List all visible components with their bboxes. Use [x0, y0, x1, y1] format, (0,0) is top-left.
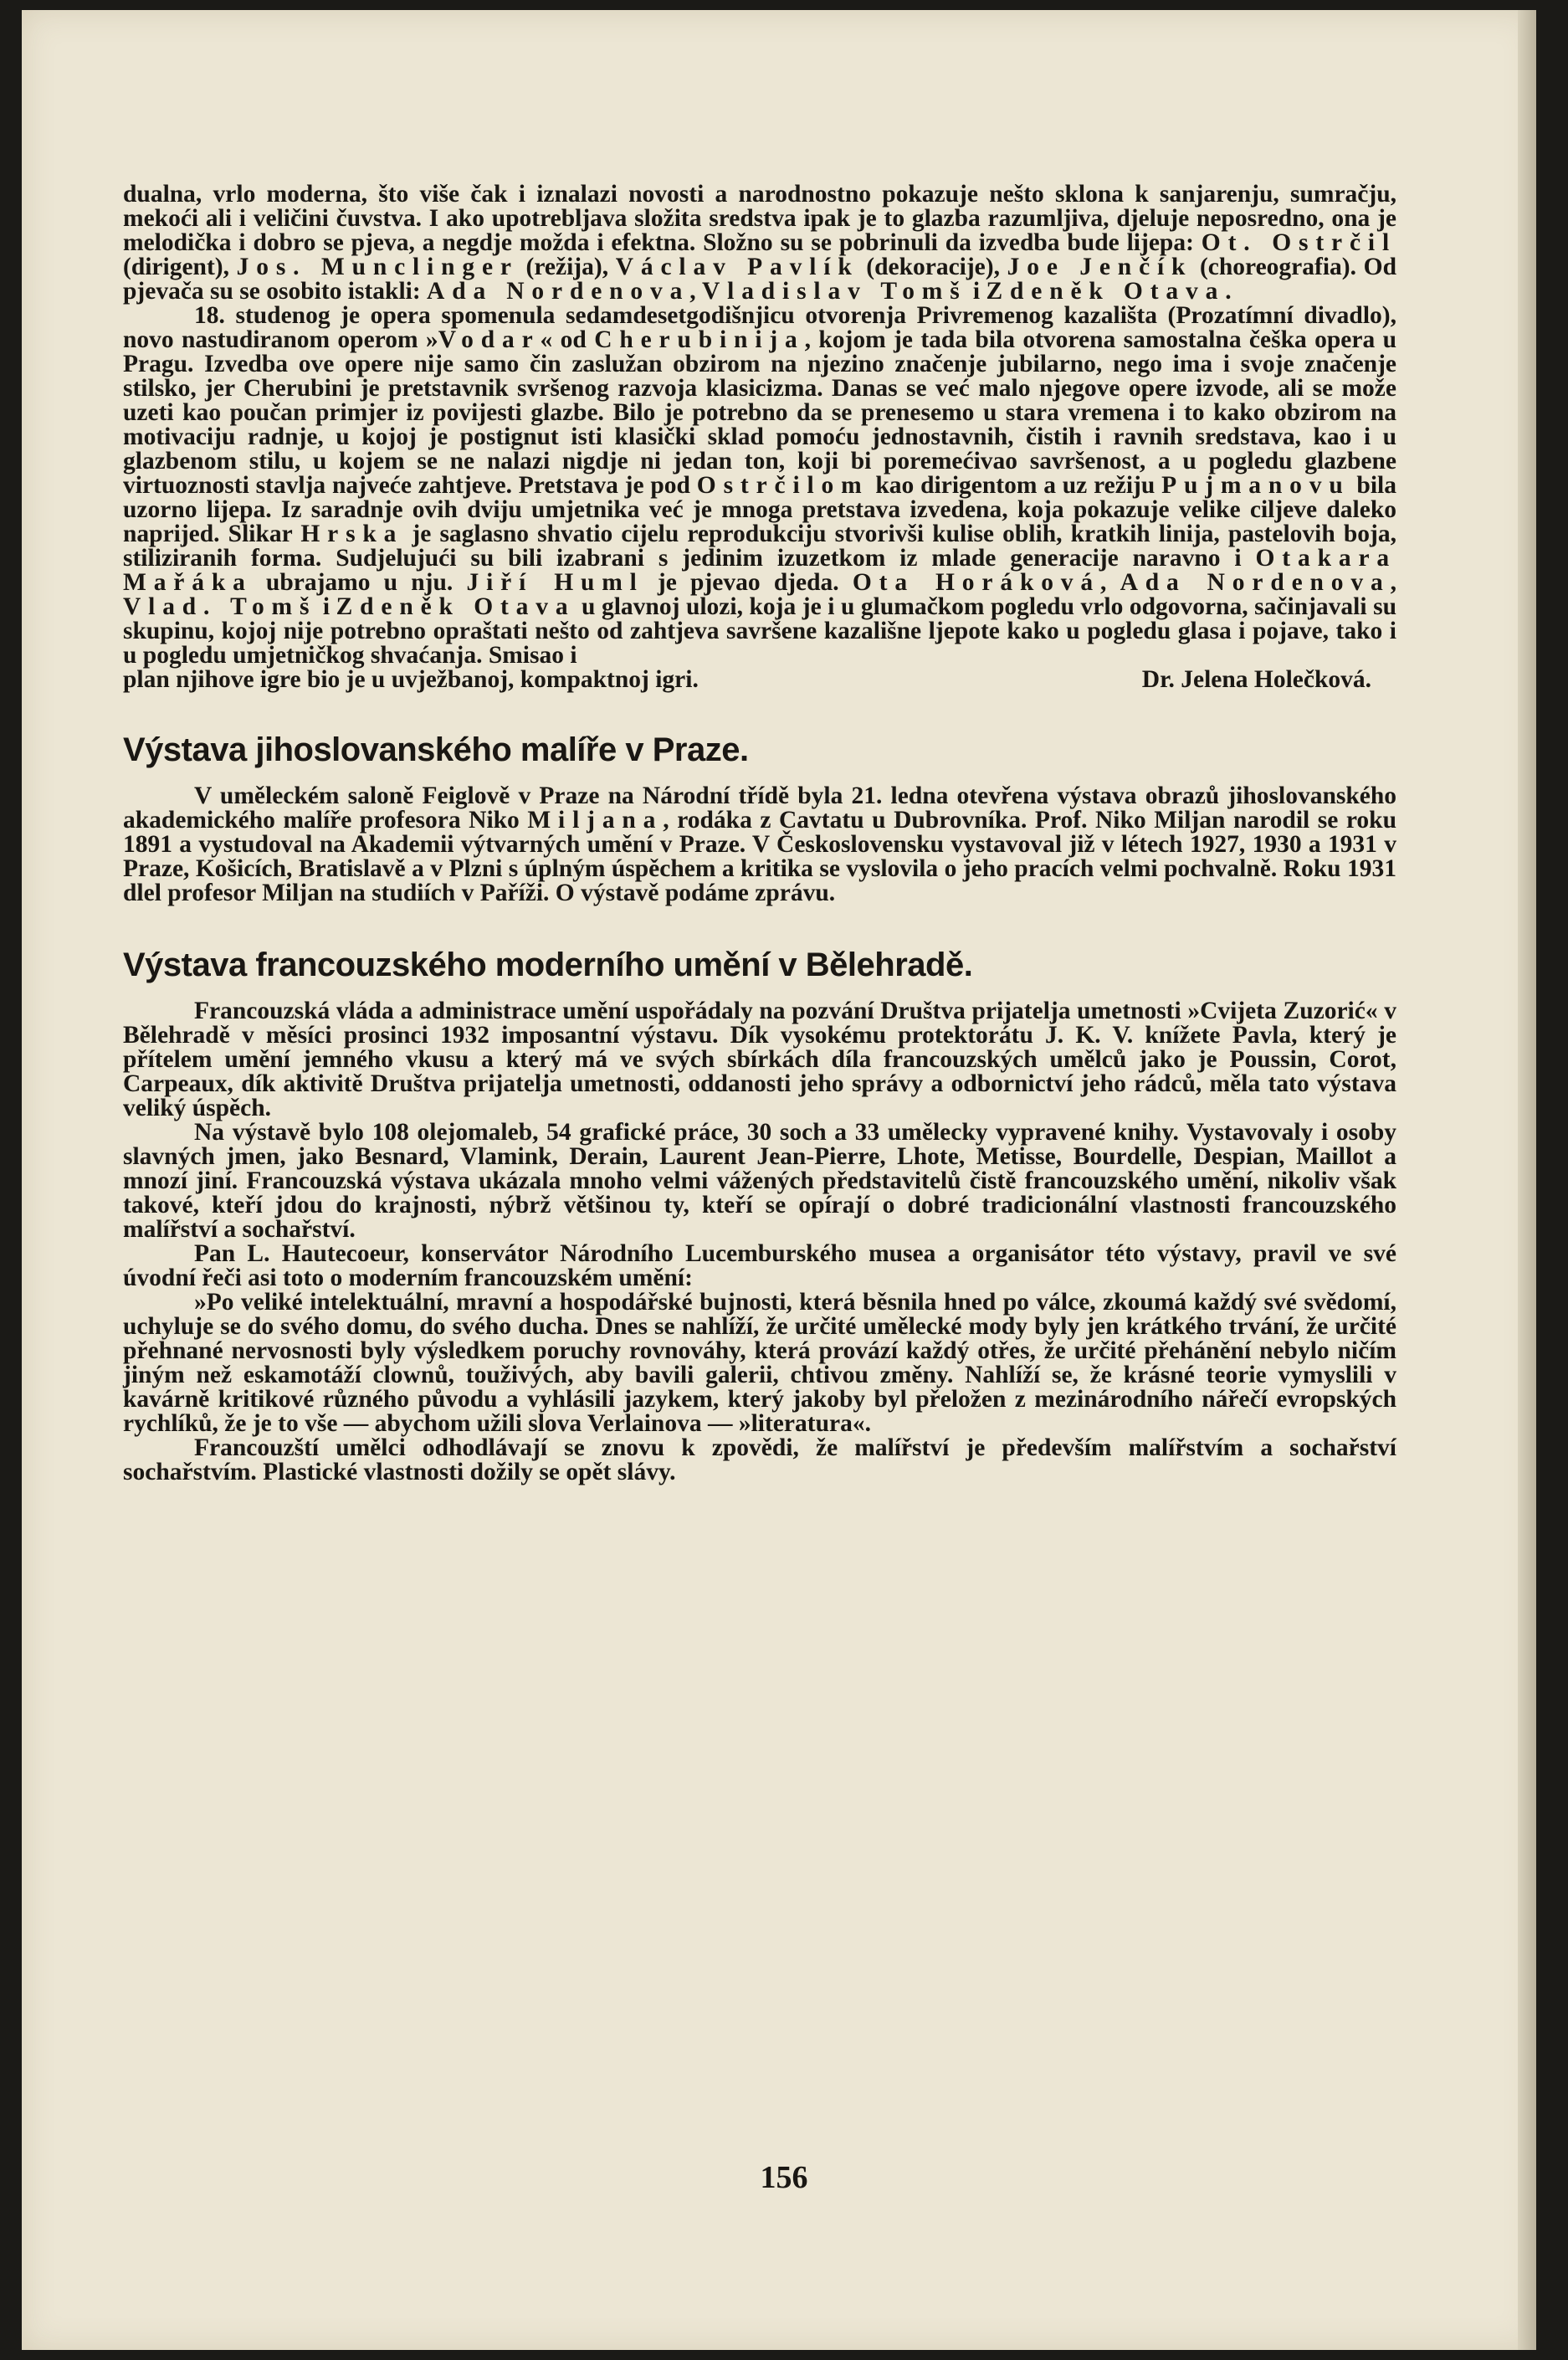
article2-paragraph-1: V uměleckém saloně Feiglově v Praze na Národní třídě byla 21. ledna otevřena výstava obrazů jihoslovanského akademického malíře profesora Niko Miljana, rodáka z Cavtatu u Dubrovníka. Prof. Niko Miljan narodil se roku 1891 a vystudoval na Akademii výtvarných umění v Praze. V Československu vystavoval již v létech 1927, 1930 a 1931 v Praze, Košicích, Bratislavě a v Plzni s úplným úspěchem a kritika se vyslovila o jeho pracích velmi pochvalně. Roku 1931 dlel profesor Miljan na studiích v Paříži. O výstavě podáme zprávu.	[123, 782, 1396, 906]
name-nordenova-2: Ada Nordenova	[1120, 569, 1391, 596]
page-body	[123, 182, 1396, 1485]
article3-paragraph-4: »Po veliké intelektuální, mravní a hospodářské bujnosti, která běsnila hned po válce, zkoumá každý své svědomí, uchyluje se do svého domu, do svého ducha. Dnes se nahlíží, že určité umělecké mody byly jen krátkého trvání, že určité přehnané nervosnosti byly výsledkem poruchy rovnováhy, která provází každý otřes, že určité přehánění nebylo ničím jiným než eskamotáží clownů, touživých, aby bavili galerii, chtivou změny. Nahlíží se, že krásné teorie vymyslili v kavárně kritikové různého původu a vyhlásili jazykem, který jakoby byl přeložen z mezinárodního nářečí evropských rychlíků, že je to vše — abychom užili slova Verlainova — »literatura«.	[123, 1289, 1396, 1437]
name-marak: Otakara Mařáka	[123, 545, 1396, 596]
article3-paragraph-1: Francouzská vláda a administrace umění uspořádaly na pozvání Društva prijatelja umetnosti »Cvijeta Zuzorić« v Bělehradě v měsíci prosinci 1932 imposantní výstavu. Dík vysokému protektorátu J. K. V. knížete Pavla, který je přítelem umění jemného vkusu a který má ve svých sbírkách díla francouzských umělců jako je Poussin, Corot, Carpeaux, dík aktivitě Društva prijatelja umetnosti, oddanosti jeho správy a odbornictví jeho rádců, měla tato výstava veliký úspěch.	[123, 998, 1396, 1121]
name-jencik: Joe Jenčík	[1007, 254, 1193, 280]
title-vodar: Vodar	[438, 326, 541, 353]
article3-paragraph-5: Francouzští umělci odhodlávají se znovu k zpovědi, že malířství je především malířstvím a sochařství sochařstvím. Plastické vlastnosti dožily se opět slávy.	[123, 1434, 1396, 1485]
article1-paragraph-1: dualna, vrlo moderna, što više čak i iznalazi novosti a narodnostno pokazuje nešto sklona k sanjarenju, sumračju, mekoći ali i veličini čuvstva. I ako upotrebljava složita sredstva ipak je to glazba razumljiva, djeluje neposredno, ona je melodička i dobro se pjeva, a negdje možda i efektna. Složno su se pobrinuli da izvedba bude lijepa: Ot. Ostrčil (dirigent), Jos. Munclinger (režija), Václav Pavlík (dekoracije), Joe Jenčík (choreografia). Od pjevača su se osobito istakli: Ada Nordenova, Vladislav Tomš i Zdeněk Otava.	[123, 181, 1396, 305]
name-ostrcil: Ot. Ostrčil	[1201, 229, 1396, 256]
name-horakova: Ota Horáková	[852, 569, 1101, 596]
name-hrska: Hrska	[300, 521, 404, 547]
article1-paragraph-2: 18. studenog je opera spomenula sedamdesetgodišnjicu otvorenja Privremenog kazališta (Prozatímní divadlo), novo nastudiranom operom »Vodar« od Cherubinija, kojom je tada bila otvorena samostalna češka opera u Pragu. Izvedba ove opere nije samo čin zaslužan obzirom na njezino značenje jubilarno, nego ima i svoje značenje stilsko, jer Cherubini je pretstavnik svršenog razvoja klasicizma. Danas se već malo njegove opere izvode, ali se može uzeti kao poučan primjer iz povijesti glazbe. Bilo je potrebno da se prenesemo u stara vremena i to kako obzirom na motivaciju radnje, u kojoj je postignut isti klasički sklad pomoću jednostavnih, čistih i ravnih sredstava, kao i u glazbenom stilu, u kojem se ne nalazi nigdje ni jedan ton, koji bi poremećivao savršenost, a u pogledu glazbene virtuoznosti stavlja najveće zahtjeve. Pretstava je pod Ostrčilom kao dirigentom a uz režiju Pujmanovu bila uzorno lijepa. Iz saradnje ovih dviju umjetnika već je mnoga pretstava izvedena, koja pokazuje velike ciljeve daleko naprijed. Slikar Hrska je saglasno shvatio cijelu reprodukciju stvorivši kulise oblih, kratkih linija, pastelovih boja, stiliziranih forma. Sudjelujući su bili izabrani s jedinim izuzetkom iz mlade generacije naravno i Otakara Mařáka ubrajamo u nju. Jiří Huml je pjevao djeda. Ota Horáková, Ada Nordenova, Vlad. Tomš i Zdeněk Otava u glavnoj ulozi, koja je i u glumačkom pogledu vrlo odgovorna, sačinjavali su skupinu, kojoj nije potrebno opraštati nešto od zahtjeva savršene kazališne ljepote kako u pogledu glasa i pojave, tako i u pogledu umjetničkog shvaćanja. Smisao i	[123, 302, 1397, 669]
name-otava-2: Zdeněk Otava	[336, 593, 576, 620]
author-signature: Dr. Jelena Holečková.	[1141, 666, 1371, 693]
article1-closing-line	[123, 668, 1396, 692]
name-munclinger: Jos. Munclinger	[236, 254, 519, 280]
article2-title: Výstava jihoslovanského malíře v Praze.	[123, 731, 749, 768]
name-pujmanova: Pujmanovu	[1161, 472, 1350, 499]
page-number: 156	[760, 2160, 808, 2195]
name-nordenova: Ada Nordenova	[427, 278, 690, 305]
name-ostrcilom: Ostrčilom	[696, 472, 869, 499]
article1-last-line: plan njihove igre bio je u uvježbanoj, kompaktnoj igri.	[123, 666, 699, 693]
name-cherubini: Cherubinija	[594, 326, 805, 353]
page-edge	[1518, 10, 1536, 2350]
name-huml: Jiří Huml	[466, 569, 644, 596]
article3-title: Výstava francouzského moderního umění v Bělehradě.	[123, 947, 973, 983]
name-pavlik: Václav Pavlík	[615, 254, 859, 280]
name-miljana: Miljana	[527, 807, 664, 834]
article3-paragraph-2: Na výstavě bylo 108 olejomaleb, 54 grafické práce, 30 soch a 33 umělecky vypravené knihy. Vystavovaly i osoby slavných jmen, jako Besnard, Vlamink, Derain, Laurent Jean-Pierre, Lhote, Metisse, Bourdelle, Despian, Maillot a mnozí jiní. Francouzská výstava ukázala mnoho velmi vážených představitelů čistě francouzského umění, nikoliv však takové, kteří jdou do krajnosti, nýbrž většinou ty, kteří se opírají o dobré tradicionální vlastnosti francouzského malířství a sochařství.	[123, 1119, 1396, 1243]
article3-paragraph-3: Pan L. Hautecoeur, konservátor Národního Lucemburského musea a organisátor této výstavy, pravil ve své úvodní řeči asi toto o moderním francouzském umění:	[123, 1240, 1396, 1291]
name-toms-2: Vlad. Tomš	[123, 593, 317, 620]
name-otava: Zdeněk Otava	[986, 278, 1226, 305]
name-toms: Vladislav Tomš	[702, 278, 967, 305]
